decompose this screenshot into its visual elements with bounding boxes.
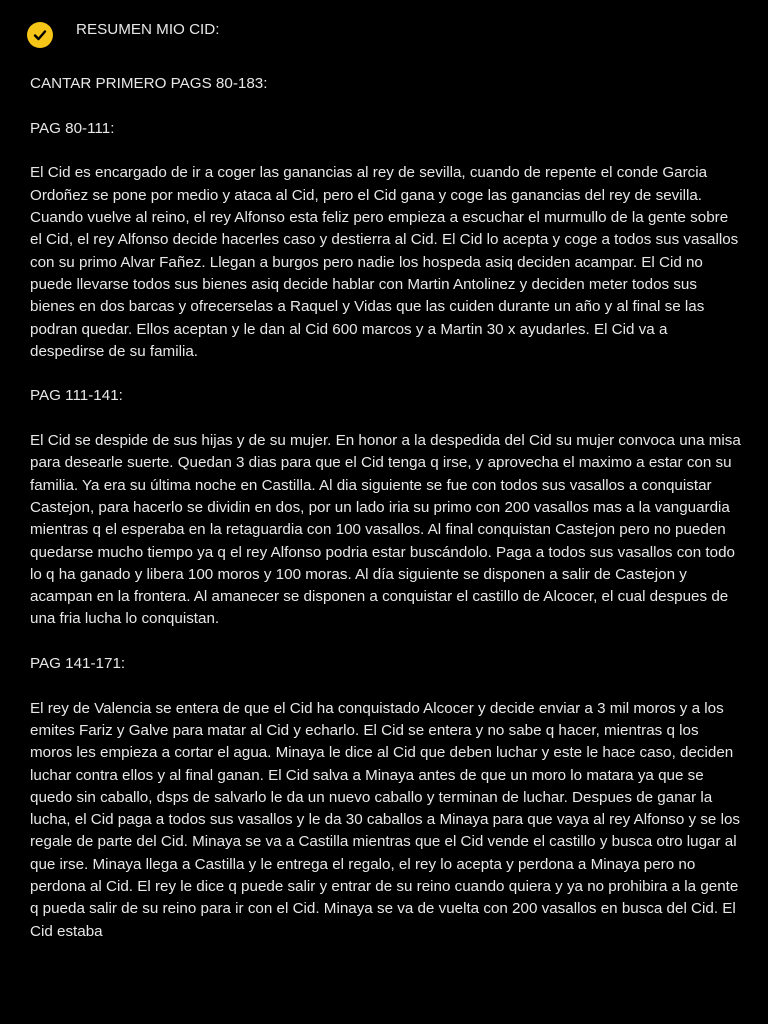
spacer xyxy=(30,96,742,118)
section-text: El Cid se despide de sus hijas y de su mujer. En honor a la despedida del Cid su mujer convoca una misa para desearle suerte. Quedan 3 dias para que el Cid tenga q irse, y aprovecha el maximo a estar con su familia. Ya era su última noche en Castilla. Al dia siguiente se fue con todos sus vasallos a conquistar Castejon, para hacerlo se dividin en dos, por un lado iria su primo con 200 vasallos mas a la vanguardia mientras q el esperaba en la retaguardia con 100 vasallos. Al final conquistan Castejon pero no pueden quedarse mucho tiempo ya q el rey Alfonso podria estar buscándolo. Paga a todos sus vasallos con todo lo q ha ganado y libera 100 moros y 100 moras. Al día siguiente se disponen a salir de Castejon y acampan en la frontera. Al amanecer se disponen a conquistar el castillo de Alcocer, el cual despues de una fria lucha lo conquistan. xyxy=(30,432,741,628)
spacer xyxy=(30,631,742,653)
checkmark-circle-icon[interactable] xyxy=(27,22,53,48)
checklist-item[interactable] xyxy=(30,19,742,41)
spacer xyxy=(30,363,742,385)
section-text: El Cid es encargado de ir a coger las ganancias al rey de sevilla, cuando de repente el conde Garcia Ordoñez se pone por medio y ataca al Cid, pero el Cid gana y coge las ganancias del rey de sevilla. Cuando vuelve al reino, el rey Alfonso esta feliz pero empieza a escuchar el murmullo de la gente sobre el Cid, el rey Alfonso decide hacerles caso y destierra al Cid. El Cid lo acepta y coge a todos sus vasallos con su primo Alvar Fañez. Llegan a burgos pero nadie los hospeda asiq deciden acampar. El Cid no puede llevarse todos sus bienes asiq decide hablar con Martin Antolinez y deciden meter todos sus bienes en dos barcas y ofrecerselas a Raquel y Vidas que las cuiden durante un año y al final se las podran quedar. Ellos aceptan y le dan al Cid 600 marcos y a Martin 30 x ayudarles. El Cid va a despedirse de su familia. xyxy=(30,164,739,360)
note-body[interactable] xyxy=(30,19,742,943)
section-title: PAG 111-141: xyxy=(30,387,123,405)
section-title: PAG 80-111: xyxy=(30,119,115,137)
section-text: El rey de Valencia se entera de que el Cid ha conquistado Alcocer y decide enviar a 3 mil moros y a los emites Fariz y Galve para matar al Cid y echarlo. El Cid se entera y no sabe q hacer, mientras q los moros les empieza a cortar el agua. Minaya le dice al Cid que deben luchar y este le hace caso, deciden luchar contra ellos y al final ganan. El Cid salva a Minaya antes de que un moro lo matara ya que se quedo sin caballo, dsps de salvarlo le da un nuevo caballo y terminan de luchar. Despues de ganar la lucha, el Cid paga a todos sus vasallos y le da 30 caballos a Minaya para que vaya al rey Alfonso y se los regale de parte del Cid. Minaya se va a Castilla mientras que el Cid vende el castillo y busca otro lugar al que irse. Minaya llega a Castilla y le entrega el regalo, el rey lo acepta y perdona a Minaya pero no perdona al Cid. El rey le dice q puede salir y entrar de su reino cuando quiera y ya no prohibira a la gente q pueda salir de su reino para ir con el Cid. Minaya se va de vuelta con 200 vasallos en busca del Cid. El Cid estaba xyxy=(30,699,741,940)
checklist-item-text: RESUMEN MIO CID: xyxy=(76,21,220,38)
note-heading: CANTAR PRIMERO PAGS 80-183: xyxy=(30,75,268,93)
section-title: PAG 141-171: xyxy=(30,655,126,673)
spacer xyxy=(30,41,742,63)
